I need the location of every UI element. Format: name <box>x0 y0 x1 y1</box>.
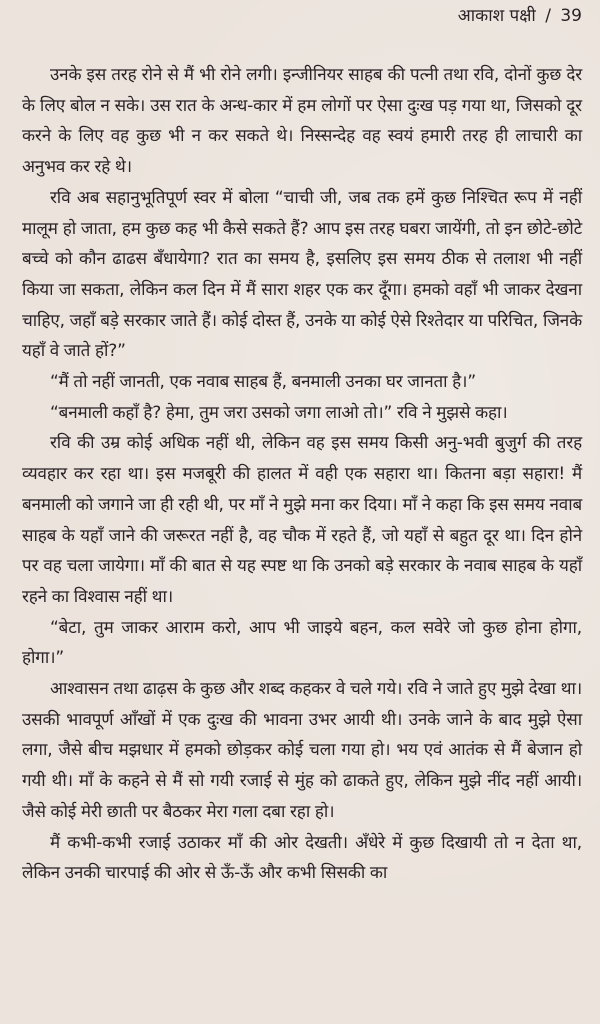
paragraph: मैं कभी-कभी रजाई उठाकर माँ की ओर देखती। अँधेरे में कुछ दिखायी तो न देता था, लेकिन उनकी चारपाई की ओर से ऊँ-ऊँ और कभी सिसकी का <box>22 832 582 884</box>
header-separator: / <box>545 6 551 26</box>
running-title: आकाश पक्षी <box>457 6 536 26</box>
paragraph: “मैं तो नहीं जानती, एक नवाब साहब हैं, बनमाली उनका घर जानता है।” <box>50 372 477 393</box>
page-number: 39 <box>560 6 582 26</box>
paragraph: “बेटा, तुम जाकर आराम करो, आप भी जाइये बहन, कल सवेरे जो कुछ होना होगा, होगा।” <box>22 617 582 669</box>
paragraph: आश्वासन तथा ढाढ़स के कुछ और शब्द कहकर वे चले गये। रवि ने जाते हुए मुझे देखा था। उसकी भावपूर्ण आँखों में एक दुःख की भावना उभर आयी थी। उनके जाने के बाद मुझे ऐसा लगा, जैसे बीच मझधार में हमको छोड़कर कोई चला गया हो। भय एवं आतंक से मैं बेजान हो गयी थी। माँ के कहने से मैं सो गयी रजाई से मुंह को ढाकते हुए, लेकिन मुझे नींद नहीं आयी। जैसे कोई मेरी छाती पर बैठकर मेरा गला दबा रहा हो। <box>22 679 582 822</box>
running-header <box>458 4 582 28</box>
paragraph: उनके इस तरह रोने से मैं भी रोने लगी। इन्जीनियर साहब की पत्नी तथा रवि, दोनों कुछ देर के लिए बोल न सके। उस रात के अन्ध-कार में हम लोगों पर ऐसा दुःख पड़ गया था, जिसको दूर करने के लिए वह कुछ भी न कर सकते थे। निस्सन्देह वह स्वयं हमारी तरह ही लाचारी का अनुभव कर रहे थे। <box>22 65 582 178</box>
paragraph: रवि अब सहानुभूतिपूर्ण स्वर में बोला “चाची जी, जब तक हमें कुछ निश्चित रूप में नहीं मालूम हो जाता, हम कुछ कह भी कैसे सकते हैं? आप इस तरह घबरा जायेंगी, तो इन छोटे-छोटे बच्चे को कौन ढाढस बँधायेगा? रात का समय है, इसलिए इस समय ठीक से तलाश भी नहीं किया जा सकता, लेकिन कल दिन में मैं सारा शहर एक कर दूँगा। हमको वहाँ भी जाकर देखना चाहिए, जहाँ बड़े सरकार जाते हैं। कोई दोस्त हैं, उनके या कोई ऐसे रिश्तेदार या परिचित, जिनके यहाँ वे जाते हों?” <box>22 187 582 362</box>
body-text <box>22 60 582 889</box>
paragraph: रवि की उम्र कोई अधिक नहीं थी, लेकिन वह इस समय किसी अनु-भवी बुजुर्ग की तरह व्यवहार कर रहा था। इस मजबूरी की हालत में वही एक सहारा था। कितना बड़ा सहारा! मैं बनमाली को जगाने जा ही रही थी, पर माँ ने मुझे मना कर दिया। माँ ने कहा कि इस समय नवाब साहब के यहाँ जाने की जरूरत नहीं है, वह चौक में रहते हैं, जो यहाँ से बहुत दूर था। दिन होने पर वह चला जायेगा। माँ की बात से यह स्पष्ट था कि उनको बड़े सरकार के नवाब साहब के यहाँ रहने का विश्वास नहीं था। <box>22 433 582 607</box>
paragraph: “बनमाली कहाँ है? हेमा, तुम जरा उसको जगा लाओ तो।” रवि ने मुझसे कहा। <box>50 402 508 423</box>
